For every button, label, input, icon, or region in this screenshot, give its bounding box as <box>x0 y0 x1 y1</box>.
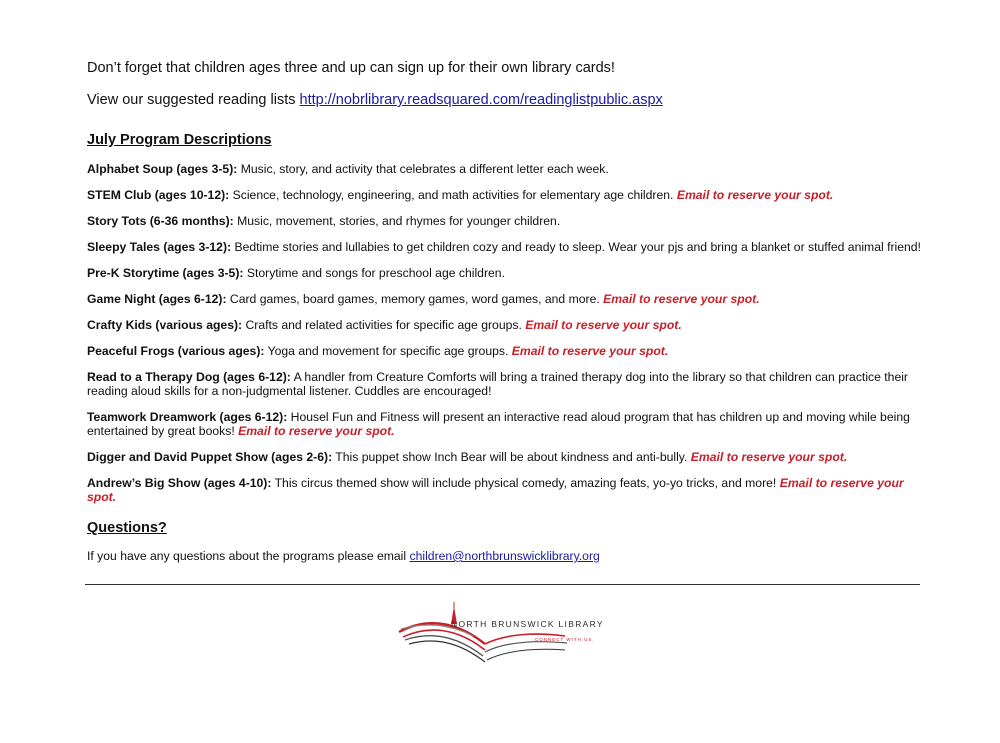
program-description: Storytime and songs for preschool age children. <box>243 266 505 280</box>
program-name: Sleepy Tales (ages 3-12): <box>87 240 232 254</box>
program-name: STEM Club (ages 10-12): <box>87 188 230 202</box>
program-description: Housel Fun and Fitness will present an interactive read aloud program that has children up and moving while being entertained by great books! <box>87 410 910 438</box>
program-item <box>87 214 922 228</box>
reading-lists-prefix: View our suggested reading lists <box>87 92 300 108</box>
reserve-spot-note: Email to reserve your spot. <box>676 188 834 202</box>
program-item <box>87 318 922 332</box>
program-description: This puppet show Inch Bear will be about kindness and anti-bully. <box>332 450 691 464</box>
reading-lists-line <box>87 90 922 110</box>
program-name: Andrew’s Big Show (ages 4-10): <box>87 476 272 490</box>
program-name: Peaceful Frogs (various ages): <box>87 344 265 358</box>
program-name: Story Tots (6-36 months): <box>87 214 234 228</box>
program-item <box>87 370 922 398</box>
reserve-spot-note: Email to reserve your spot. <box>511 344 669 358</box>
program-name: Crafty Kids (various ages): <box>87 318 243 332</box>
logo-wordmark: NORTH BRUNSWICK LIBRARY <box>451 619 604 629</box>
program-description: This circus themed show will include physical comedy, amazing feats, yo-yo tricks, and more! <box>271 476 780 490</box>
program-item <box>87 476 922 504</box>
reading-lists-link[interactable]: http://nobrlibrary.readsquared.com/readinglistpublic.aspx <box>299 92 663 108</box>
questions-heading: Questions? <box>87 520 167 536</box>
contact-email-link[interactable]: children@northbrunswicklibrary.org <box>409 549 600 563</box>
program-name: Pre-K Storytime (ages 3-5): <box>87 266 244 280</box>
program-item <box>87 188 922 202</box>
logo-tagline: CONNECT WITH US. <box>535 637 595 642</box>
questions-prefix: If you have any questions about the programs please email <box>87 549 410 563</box>
program-description: Card games, board games, memory games, word games, and more. <box>226 292 604 306</box>
program-name: Teamwork Dreamwork (ages 6-12): <box>87 410 288 424</box>
program-description: Music, story, and activity that celebrates a different letter each week. <box>237 162 609 176</box>
reserve-spot-note: Email to reserve your spot. <box>525 318 682 332</box>
reserve-spot-note: Email to reserve your spot. <box>238 424 395 438</box>
reserve-spot-note: Email to reserve your spot. <box>87 476 904 504</box>
program-item <box>87 410 922 438</box>
open-book-icon <box>395 600 610 666</box>
program-name: Game Night (ages 6-12): <box>87 292 227 306</box>
program-description: Music, movement, stories, and rhymes for younger children. <box>233 214 561 228</box>
program-description: Bedtime stories and lullabies to get children cozy and ready to sleep. Wear your pjs and bring a blanket or stuffed animal friend! <box>231 240 921 254</box>
programs-heading: July Program Descriptions <box>87 132 272 148</box>
program-name: Alphabet Soup (ages 3-5): <box>87 162 238 176</box>
program-item <box>87 162 922 176</box>
program-item <box>87 344 922 358</box>
program-item <box>87 450 922 464</box>
program-description: Yoga and movement for specific age groups. <box>264 344 512 358</box>
program-item <box>87 240 922 254</box>
program-description: A handler from Creature Comforts will bring a trained therapy dog into the library so that children can practice their reading aloud skills for a non-judgmental listener. Cuddles are encouraged! <box>87 370 908 398</box>
reserve-spot-note: Email to reserve your spot. <box>603 292 760 306</box>
reserve-spot-note: Email to reserve your spot. <box>690 450 848 464</box>
library-cards-note: Don’t forget that children ages three and up can sign up for their own library cards! <box>87 60 615 76</box>
footer-divider <box>85 584 920 585</box>
questions-text <box>87 549 922 563</box>
library-logo <box>395 600 610 666</box>
document-body <box>87 58 922 575</box>
program-list <box>87 162 922 504</box>
program-description: Science, technology, engineering, and math activities for elementary age children. <box>229 188 677 202</box>
program-item <box>87 292 922 306</box>
program-item <box>87 266 922 280</box>
program-name: Read to a Therapy Dog (ages 6-12): <box>87 370 291 384</box>
program-name: Digger and David Puppet Show (ages 2-6): <box>87 450 333 464</box>
program-description: Crafts and related activities for specific age groups. <box>242 318 526 332</box>
